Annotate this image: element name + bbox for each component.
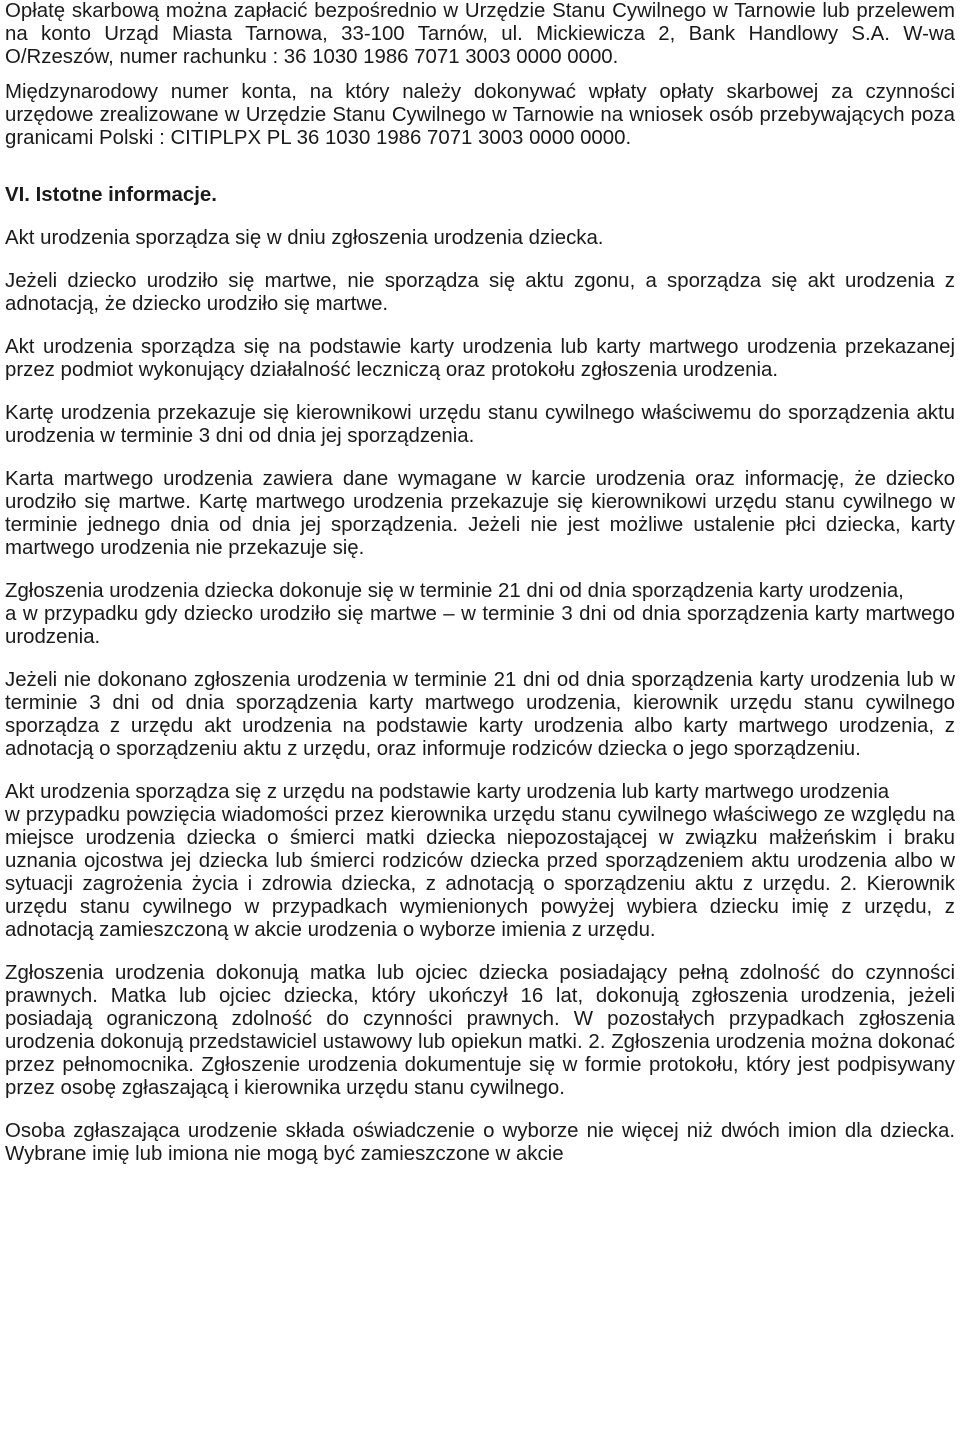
body-paragraph: Zgłoszenia urodzenia dokonują matka lub ojciec dziecka posiadający pełną zdolność do czynności prawnych. Matka lub ojciec dziecka, który ukończył 16 lat, dokonują zgłoszenia urodzenia, jeżeli posiadają ograniczoną zdolność do czynności prawnych. W pozostałych przypadkach zgłoszenia urodzenia dokonują przedstawiciel ustawowy lub opiekun matki. 2. Zgłoszenia urodzenia można dokonać przez pełnomocnika. Zgłoszenie urodzenia dokumentuje się w formie protokołu, który jest podpisywany przez osobę zgłaszającą i kierownika urzędu stanu cywilnego. (5, 962, 955, 1099)
body-paragraph: Akt urodzenia sporządza się na podstawie karty urodzenia lub karty martwego urodzenia przekazanej przez podmiot wykonujący działalność leczniczą oraz protokołu zgłoszenia urodzenia. (5, 336, 955, 381)
body-paragraph: Karta martwego urodzenia zawiera dane wymagane w karcie urodzenia oraz informację, że dziecko urodziło się martwe. Kartę martwego urodzenia przekazuje się kierownikowi urzędu stanu cywilnego w terminie jednego dnia od dnia jej sporządzenia. Jeżeli nie jest możliwe ustalenie płci dziecka, karty martwego urodzenia nie przekazuje się. (5, 468, 955, 559)
body-paragraph: Jeżeli nie dokonano zgłoszenia urodzenia w terminie 21 dni od dnia sporządzenia karty urodzenia lub w terminie 3 dni od dnia sporządzenia karty martwego urodzenia, kierownik urzędu stanu cywilnego sporządza z urzędu akt urodzenia na podstawie karty urodzenia albo karty martwego urodzenia, z adnotacją o sporządzeniu aktu z urzędu, oraz informuje rodziców dziecka o jego sporządzeniu. (5, 669, 955, 760)
body-paragraph: Kartę urodzenia przekazuje się kierownikowi urzędu stanu cywilnego właściwemu do sporządzenia aktu urodzenia w terminie 3 dni od dnia jej sporządzenia. (5, 402, 955, 447)
body-paragraph: Jeżeli dziecko urodziło się martwe, nie sporządza się aktu zgonu, a sporządza się akt urodzenia z adnotacją, że dziecko urodziło się martwe. (5, 270, 955, 315)
international-account-paragraph: Międzynarodowy numer konta, na który należy dokonywać wpłaty opłaty skarbowej za czynności urzędowe zrealizowane w Urzędzie Stanu Cywilnego w Tarnowie na wniosek osób przebywających poza granicami Polski : CITIPLPX PL 36 1030 1986 7071 3003 0000 0000. (5, 81, 955, 149)
body-paragraph: Zgłoszenia urodzenia dziecka dokonuje się w terminie 21 dni od dnia sporządzenia karty urodzenia, a w przypadku gdy dziecko urodziło się martwe – w terminie 3 dni od dnia sporządzenia karty martwego urodzenia. (5, 580, 955, 648)
body-paragraph: Osoba zgłaszająca urodzenie składa oświadczenie o wyborze nie więcej niż dwóch imion dla dziecka. Wybrane imię lub imiona nie mogą być zamieszczone w akcie (5, 1120, 955, 1165)
payment-info-paragraph: Opłatę skarbową można zapłacić bezpośrednio w Urzędzie Stanu Cywilnego w Tarnowie lub przelewem na konto Urząd Miasta Tarnowa, 33-100 Tarnów, ul. Mickiewicza 2, Bank Handlowy S.A. W-wa O/Rzeszów, numer rachunku : 36 1030 1986 7071 3003 0000 0000. (5, 0, 955, 68)
body-paragraph: Akt urodzenia sporządza się w dniu zgłoszenia urodzenia dziecka. (5, 227, 604, 249)
section-heading: VI. Istotne informacje. (5, 184, 217, 206)
body-paragraph: Akt urodzenia sporządza się z urzędu na podstawie karty urodzenia lub karty martwego urodzenia w przypadku powzięcia wiadomości przez kierownika urzędu stanu cywilnego właściwego ze względu na miejsce urodzenia dziecka o śmierci matki dziecka niepozostającej w związku małżeńskim i braku uznania ojcostwa jej dziecka lub śmierci rodziców dziecka przed sporządzeniem aktu urodzenia albo w sytuacji zagrożenia życia i zdrowia dziecka, z adnotacją o sporządzeniu aktu z urzędu. 2. Kierownik urzędu stanu cywilnego w przypadkach wymienionych powyżej wybiera dziecku imię z urzędu, z adnotacją zamieszczoną w akcie urodzenia o wyborze imienia z urzędu. (5, 781, 955, 941)
